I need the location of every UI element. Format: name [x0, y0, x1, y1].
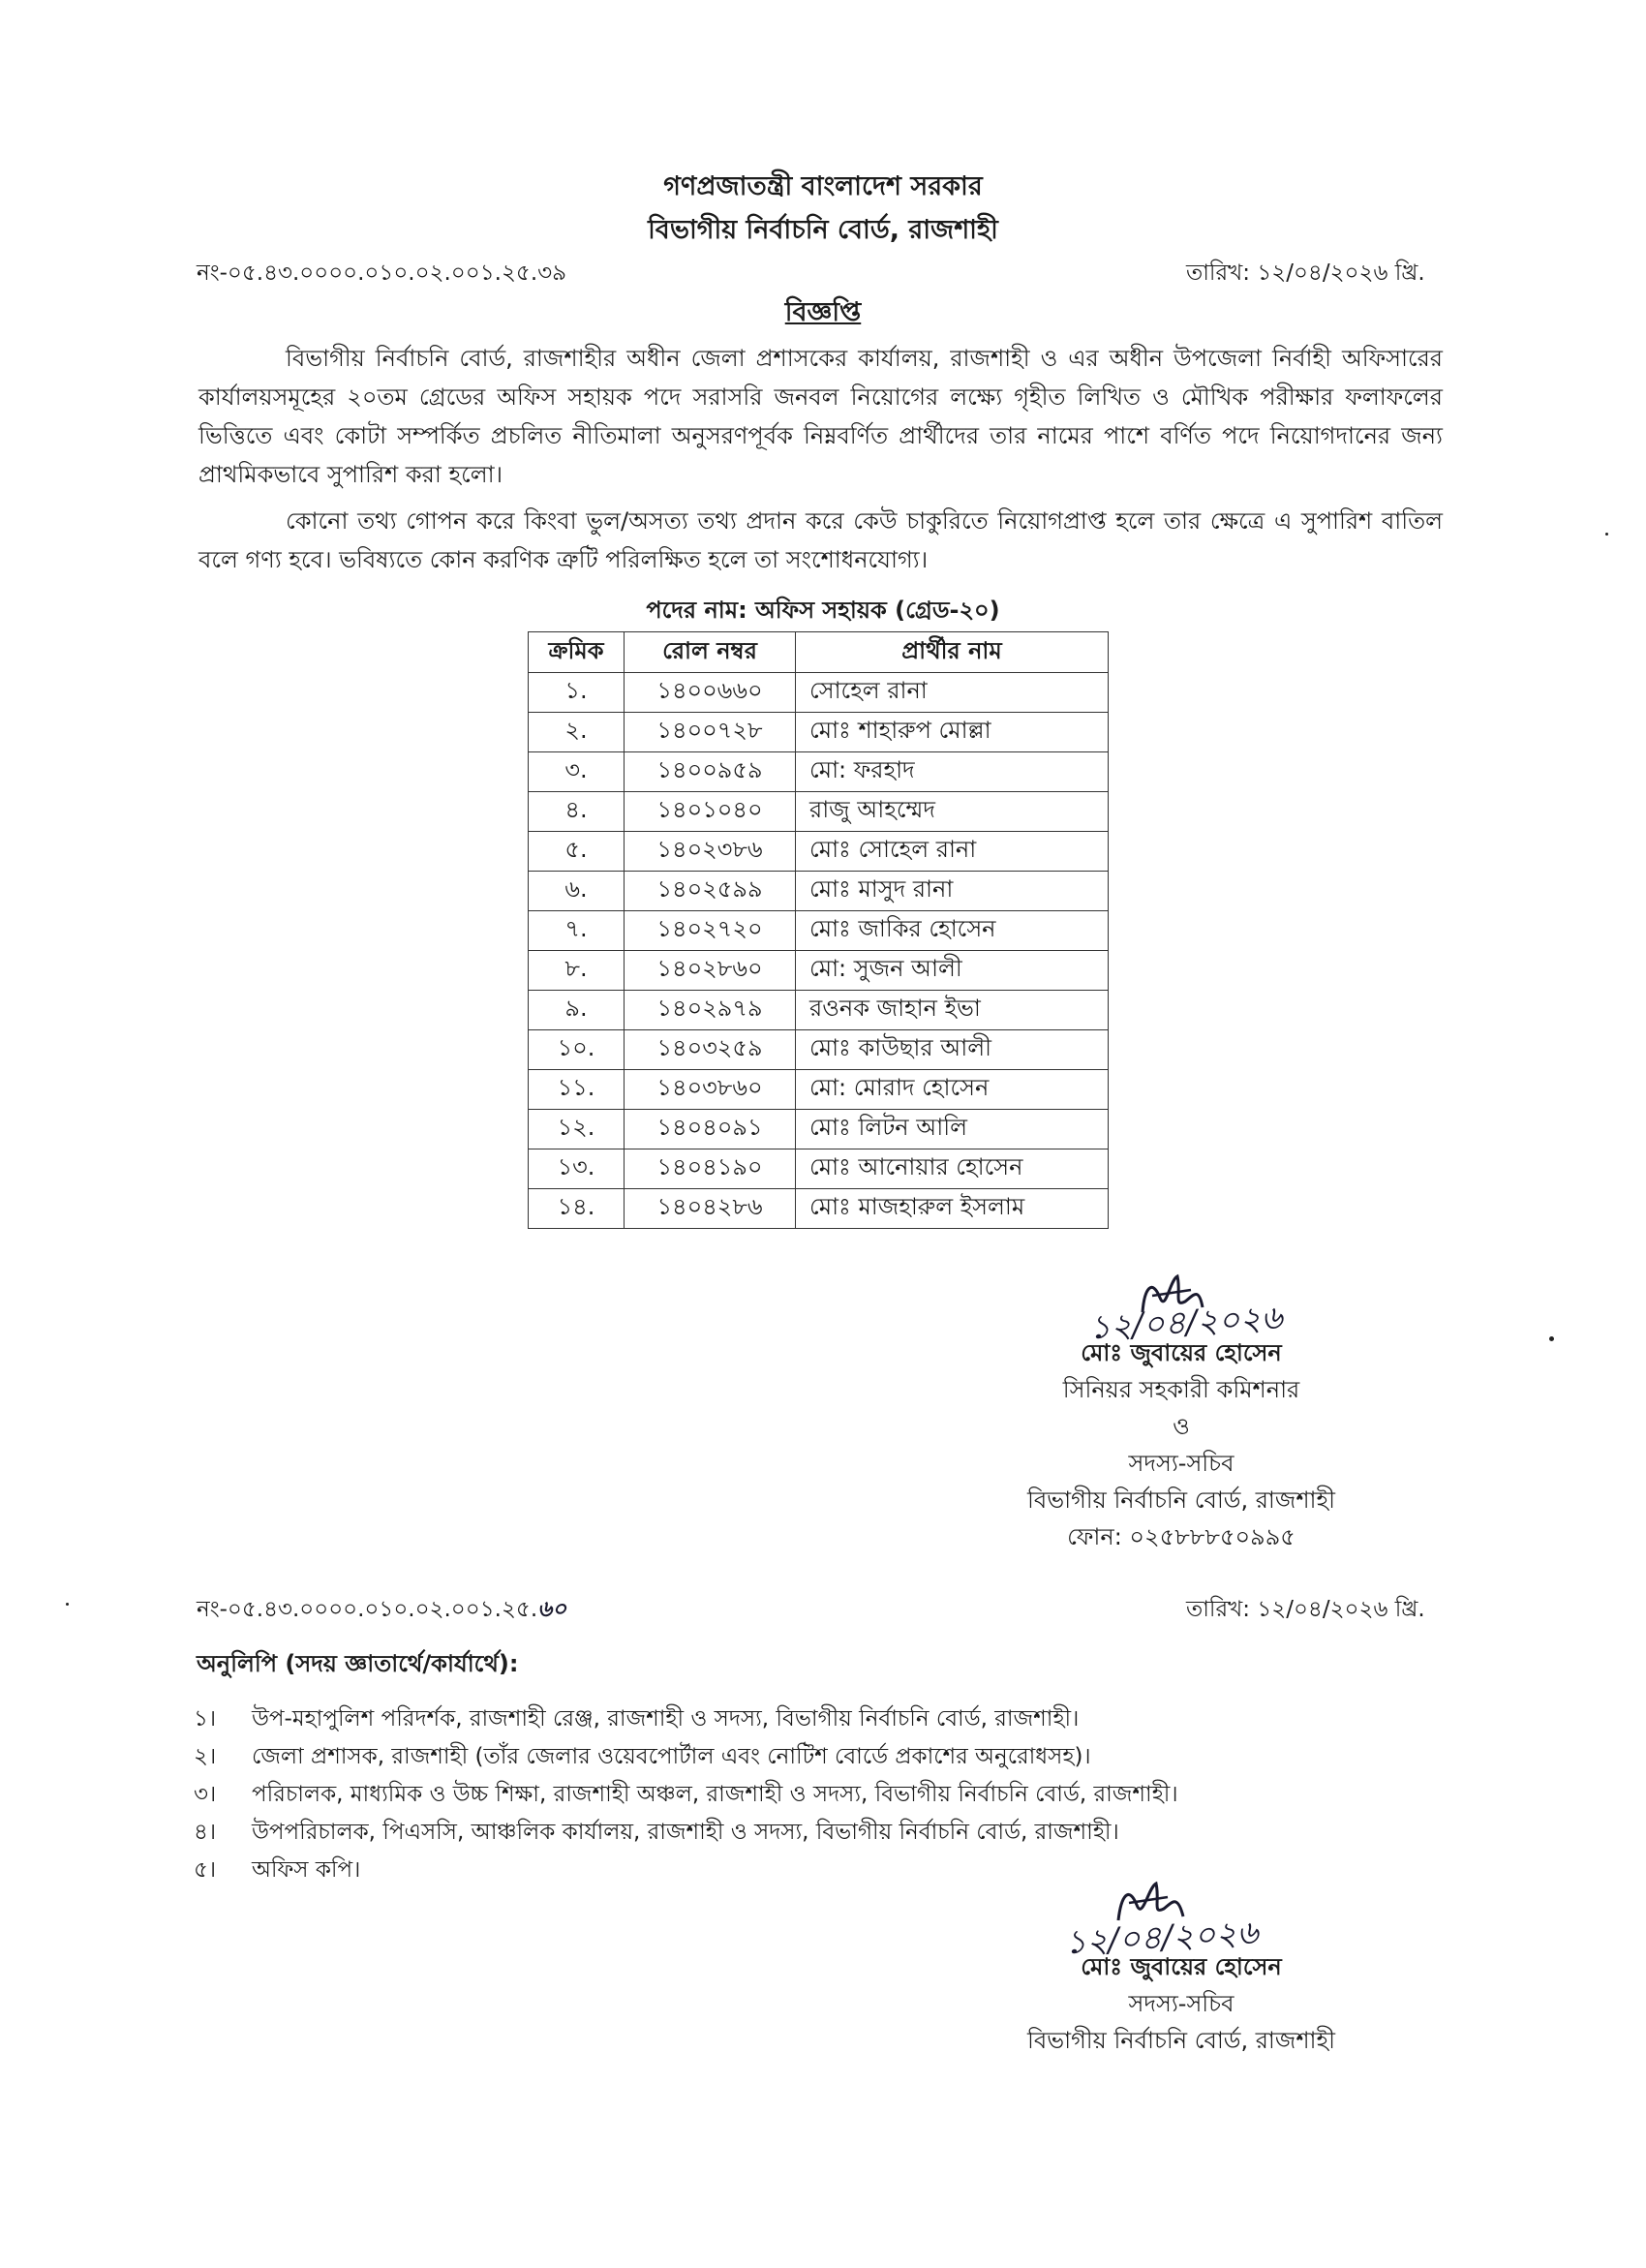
distribution-item-text: পরিচালক, মাধ্যমিক ও উচ্চ শিক্ষা, রাজশাহী অঞ্চল, রাজশাহী ও সদস্য, বিভাগীয় নির্বাচনি বোর্ড, রাজশাহী। — [252, 1782, 1178, 1807]
government-title: গণপ্রজাতন্ত্রী বাংলাদেশ সরকার — [663, 171, 983, 201]
name-cell: মো: ফরহাদ — [796, 752, 1109, 792]
distribution-item — [194, 1814, 1452, 1852]
roll-cell: ১৪০৩৮৬০ — [625, 1070, 796, 1110]
table-row — [529, 1189, 1109, 1229]
notice-paragraph-1: বিভাগীয় নির্বাচনি বোর্ড, রাজশাহীর অধীন জেলা প্রশাসকের কার্যালয়, রাজশাহী ও এর অধীন উপজেলা নির্বাহী অফিসারের কার্যালয়সমূহের ২০তম গ্রেডের অফিস সহায়ক পদে সরাসরি জনবল নিয়োগের লক্ষ্যে গৃহীত লিখিত ও মৌখিক পরীক্ষার ফলাফলের ভিত্তিতে এবং কোটা সম্পর্কিত প্রচলিত নীতিমালা অনুসরণপূর্বক নিম্নবর্ণিত প্রার্থীদের তার নামের পাশে বর্ণিত পদে নিয়োগদানের জন্য প্রাথমিকভাবে সুপারিশ করা হলো। — [198, 345, 1443, 488]
serial-cell: ৪. — [529, 792, 625, 832]
roll-cell: ১৪০৪১৯০ — [625, 1149, 796, 1189]
name-cell: মোঃ মাসুদ রানা — [796, 872, 1109, 911]
roll-cell: ১৪০২৩৮৬ — [625, 832, 796, 872]
signatory-name: মোঃ জুবায়ের হোসেন — [1081, 1339, 1282, 1366]
table-row — [529, 1149, 1109, 1189]
notice-paragraph-2: কোনো তথ্য গোপন করে কিংবা ভুল/অসত্য তথ্য প্রদান করে কেউ চাকুরিতে নিয়োগপ্রাপ্ত হলে তার ক্ষেত্রে এ সুপারিশ বাতিল বলে গণ্য হবে। ভবিষ্যতে কোন করণিক ত্রুটি পরিলক্ষিত হলে তা সংশোধনযোগ্য। — [198, 507, 1443, 573]
signatory-role: সদস্য-সচিব — [1128, 1450, 1234, 1477]
name-cell: মোঃ কাউছার আলী — [796, 1030, 1109, 1070]
table-header-row — [529, 632, 1109, 673]
table-row — [529, 673, 1109, 713]
distribution-item — [194, 1776, 1452, 1814]
memo-date: তারিখ: ১২/০৪/২০২৬ খ্রি. — [1186, 261, 1425, 286]
memo-date-2: তারিখ: ১২/০৪/২০২৬ খ্রি. — [1186, 1597, 1425, 1622]
serial-cell: ৭. — [529, 911, 625, 951]
serial-cell: ১. — [529, 673, 625, 713]
serial-cell: ১৪. — [529, 1189, 625, 1229]
scan-speck — [66, 1603, 69, 1606]
table-row — [529, 951, 1109, 991]
table-row — [529, 792, 1109, 832]
serial-cell: ১৩. — [529, 1149, 625, 1189]
name-cell: রাজু আহম্মেদ — [796, 792, 1109, 832]
roll-cell: ১৪০০৬৬০ — [625, 673, 796, 713]
serial-cell: ১১. — [529, 1070, 625, 1110]
signature-date-1: ১২/০৪/২০২৬ — [1087, 1298, 1284, 1348]
serial-cell: ৩. — [529, 752, 625, 792]
table-row — [529, 1070, 1109, 1110]
scan-speck — [1605, 533, 1608, 536]
distribution-item-text: উপপরিচালক, পিএসসি, আঞ্চলিক কার্যালয়, রাজশাহী ও সদস্য, বিভাগীয় নির্বাচনি বোর্ড, রাজশাহী। — [252, 1820, 1119, 1845]
memo-number-2-printed: নং-০৫.৪৩.০০০০.০১০.০২.০০১.২৫. — [197, 1597, 538, 1622]
signature-block-2 — [968, 1948, 1394, 2059]
distribution-heading: অনুলিপি (সদয় জ্ঞাতার্থে/কার্যার্থে): — [197, 1650, 519, 1677]
distribution-item-text: উপ-মহাপুলিশ পরিদর্শক, রাজশাহী রেঞ্জ, রাজশাহী ও সদস্য, বিভাগীয় নির্বাচনি বোর্ড, রাজশাহী। — [252, 1706, 1080, 1732]
signature-block-1 — [968, 1334, 1394, 1555]
distribution-item-number: ৫। — [194, 1857, 217, 1883]
table-row — [529, 991, 1109, 1030]
board-title: বিভাগীয় নির্বাচনি বোর্ড, রাজশাহী — [648, 215, 998, 245]
scan-speck — [1549, 1336, 1554, 1341]
distribution-item-text: অফিস কপি। — [252, 1857, 361, 1883]
signatory-office: বিভাগীয় নির্বাচনি বোর্ড, রাজশাহী — [1027, 1486, 1335, 1514]
name-cell: মোঃ জাকির হোসেন — [796, 911, 1109, 951]
roll-cell: ১৪০৪২৮৬ — [625, 1189, 796, 1229]
notice-title: বিজ্ঞপ্তি — [784, 297, 862, 327]
candidates-table — [528, 631, 1109, 1229]
table-row — [529, 872, 1109, 911]
distribution-item-number: ৪। — [194, 1820, 217, 1845]
distribution-item — [194, 1738, 1452, 1776]
header-roll: রোল নম্বর — [625, 632, 796, 673]
post-name: পদের নাম: অফিস সহায়ক (গ্রেড-২০) — [646, 597, 1000, 624]
signatory-title: সিনিয়র সহকারী কমিশনার — [1062, 1376, 1300, 1403]
name-cell: মোঃ মাজহারুল ইসলাম — [796, 1189, 1109, 1229]
header-serial: ক্রমিক — [529, 632, 625, 673]
roll-cell: ১৪০২৯৭৯ — [625, 991, 796, 1030]
name-cell: মো: মোরাদ হোসেন — [796, 1070, 1109, 1110]
signatory-conjunction: ও — [1173, 1413, 1190, 1440]
name-cell: মোঃ সোহেল রানা — [796, 832, 1109, 872]
roll-cell: ১৪০২৮৬০ — [625, 951, 796, 991]
serial-cell: ৫. — [529, 832, 625, 872]
memo-number: নং-০৫.৪৩.০০০০.০১০.০২.০০১.২৫.৩৯ — [197, 261, 567, 286]
memo-number-2 — [197, 1591, 566, 1629]
distribution-item-number: ৩। — [194, 1782, 217, 1807]
signature-date-2: ১২/০৪/২০২৬ — [1063, 1913, 1260, 1963]
name-cell: সোহেল রানা — [796, 673, 1109, 713]
name-cell: মোঃ লিটন আলি — [796, 1110, 1109, 1149]
roll-cell: ১৪০০৯৫৯ — [625, 752, 796, 792]
serial-cell: ৬. — [529, 872, 625, 911]
serial-cell: ৯. — [529, 991, 625, 1030]
table-row — [529, 911, 1109, 951]
distribution-item-number: ২। — [194, 1744, 217, 1769]
name-cell: মোঃ আনোয়ার হোসেন — [796, 1149, 1109, 1189]
signatory-name: মোঃ জুবায়ের হোসেন — [1081, 1953, 1282, 1980]
roll-cell: ১৪০৩২৫৯ — [625, 1030, 796, 1070]
table-row — [529, 752, 1109, 792]
distribution-item-text: জেলা প্রশাসক, রাজশাহী (তাঁর জেলার ওয়েবপোর্টাল এবং নোটিশ বোর্ডে প্রকাশের অনুরোধসহ)। — [252, 1744, 1091, 1769]
name-cell: মোঃ শাহারুপ মোল্লা — [796, 713, 1109, 752]
roll-cell: ১৪০২৫৯৯ — [625, 872, 796, 911]
memo-number-2-handwritten: ৬০ — [537, 1597, 567, 1622]
table-row — [529, 1110, 1109, 1149]
roll-cell: ১৪০০৭২৮ — [625, 713, 796, 752]
signatory-phone: ফোন: ০২৫৮৮৮৫০৯৯৫ — [1067, 1523, 1295, 1550]
distribution-item-number: ১। — [194, 1706, 217, 1732]
table-row — [529, 1030, 1109, 1070]
table-row — [529, 713, 1109, 752]
header-candidate-name: প্রার্থীর নাম — [796, 632, 1109, 673]
signatory-role: সদস্য-সচিব — [1128, 1990, 1234, 2017]
serial-cell: ১২. — [529, 1110, 625, 1149]
serial-cell: ২. — [529, 713, 625, 752]
signatory-office: বিভাগীয় নির্বাচনি বোর্ড, রাজশাহী — [1027, 2027, 1335, 2054]
name-cell: রওনক জাহান ইভা — [796, 991, 1109, 1030]
serial-cell: ৮. — [529, 951, 625, 991]
roll-cell: ১৪০৪০৯১ — [625, 1110, 796, 1149]
name-cell: মো: সুজন আলী — [796, 951, 1109, 991]
distribution-item — [194, 1701, 1452, 1738]
roll-cell: ১৪০১০৪০ — [625, 792, 796, 832]
roll-cell: ১৪০২৭২০ — [625, 911, 796, 951]
table-row — [529, 832, 1109, 872]
serial-cell: ১০. — [529, 1030, 625, 1070]
